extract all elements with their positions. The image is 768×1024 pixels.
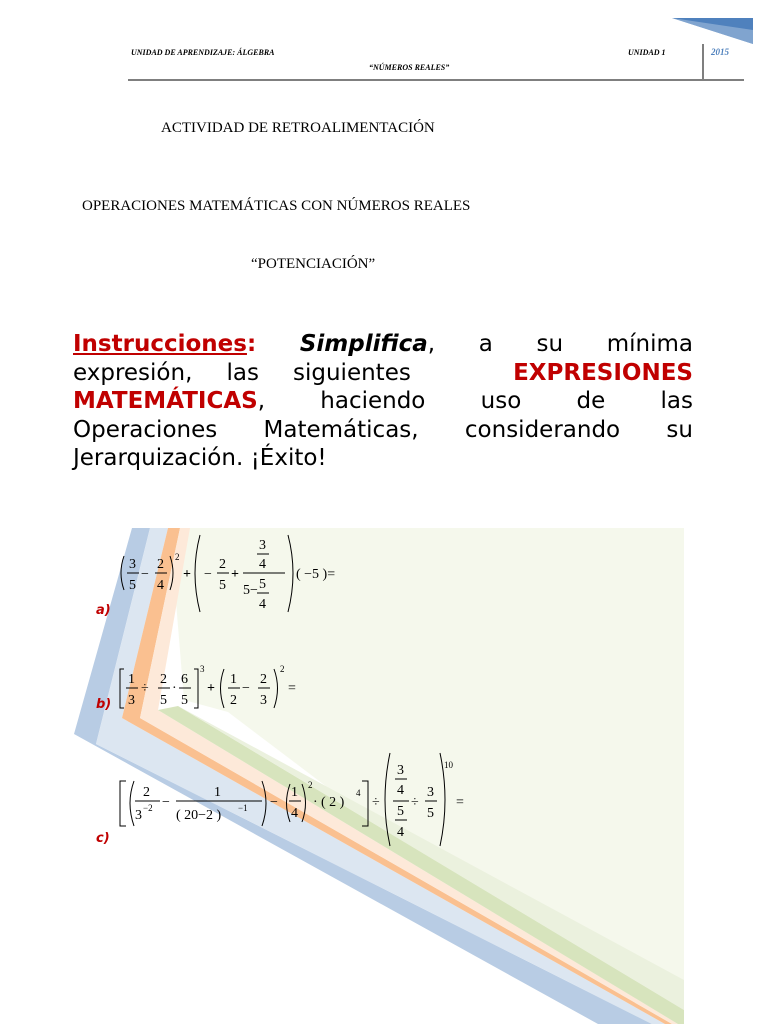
svg-text:=: = [456,795,464,810]
svg-text:3: 3 [129,557,136,572]
svg-text:4: 4 [397,825,404,840]
svg-text:1: 1 [214,785,221,800]
svg-text:÷: ÷ [372,795,380,810]
header-unit-name: UNIDAD DE APRENDIZAJE: ÁLGEBRA [131,48,275,57]
svg-text:−: − [270,795,278,810]
svg-text:4: 4 [356,788,361,798]
svg-text:2: 2 [157,557,164,572]
svg-text:5: 5 [129,578,136,593]
header-unit-number: UNIDAD 1 [628,48,666,57]
instructions-red-matematicas: MATEMÁTICAS [73,388,258,414]
svg-text:2: 2 [230,693,237,708]
svg-text:5: 5 [397,804,404,819]
svg-text:4: 4 [259,597,266,612]
svg-text:1: 1 [128,672,135,687]
svg-text:3: 3 [397,763,404,778]
exercise-label-a: a) [96,603,111,618]
svg-text:4: 4 [291,806,298,821]
instructions-line5: Jerarquización. ¡Éxito! [73,445,327,471]
svg-text:10: 10 [444,760,453,770]
svg-text:3: 3 [260,693,267,708]
svg-text:( 2 ): ( 2 ) [321,795,345,810]
svg-text:÷: ÷ [141,681,149,696]
svg-text:4: 4 [397,783,404,798]
svg-text:4: 4 [157,578,164,593]
svg-text:1: 1 [230,672,237,687]
svg-text:( −5 )=: ( −5 )= [296,567,336,582]
instructions-colon: : [246,331,257,357]
instructions-red-expresiones: EXPRESIONES [513,359,693,386]
operations-title: OPERACIONES MATEMÁTICAS CON NÚMEROS REALES [82,198,471,214]
svg-text:2: 2 [260,672,267,687]
svg-text:+: + [183,567,191,582]
svg-text:+: + [231,567,239,582]
instructions-line3: , haciendo uso de las [257,388,693,414]
svg-text:2: 2 [308,780,313,790]
svg-text:5: 5 [181,693,188,708]
svg-text:5: 5 [259,577,266,592]
svg-text:−1: −1 [238,803,248,813]
svg-text:3: 3 [427,785,434,800]
svg-text:=: = [288,681,296,696]
svg-text:5: 5 [160,693,167,708]
instructions-line2: expresión, las siguientes [73,359,411,386]
svg-text:−: − [162,795,170,810]
svg-text:2: 2 [175,552,180,562]
instructions-line1: , a su mínima [427,331,693,357]
svg-text:·: · [172,681,177,696]
svg-text:÷: ÷ [411,795,419,810]
svg-text:2: 2 [280,664,285,674]
svg-text:−: − [141,567,149,582]
svg-text:5: 5 [427,806,434,821]
svg-text:−2: −2 [143,803,153,813]
svg-text:1: 1 [291,785,298,800]
svg-text:5−: 5− [243,583,258,598]
svg-text:4: 4 [259,557,266,572]
header-year: 2015 [711,47,729,57]
svg-text:−: − [242,681,250,696]
instructions-heading: Instrucciones [73,331,247,357]
svg-text:( 20−2 ): ( 20−2 ) [176,808,222,823]
svg-text:3: 3 [200,664,205,674]
exercise-label-c: c) [96,831,110,846]
activity-title: ACTIVIDAD DE RETROALIMENTACIÓN [161,120,435,136]
exercise-label-b: b) [96,697,112,712]
instructions-verb: Simplifica [299,331,428,357]
header-topic: “NÚMEROS REALES” [369,63,450,72]
svg-text:2: 2 [219,557,226,572]
svg-text:+: + [207,681,215,696]
svg-text:2: 2 [143,785,150,800]
instructions-line4: Operaciones Matemáticas, considerando su [73,416,693,443]
svg-text:6: 6 [181,672,188,687]
svg-text:3: 3 [259,538,266,553]
topic-title: “POTENCIACIÓN” [251,256,376,272]
svg-text:3: 3 [135,808,142,823]
svg-text:·: · [313,795,318,810]
svg-text:2: 2 [160,672,167,687]
svg-text:−: − [204,567,212,582]
svg-text:3: 3 [128,693,135,708]
svg-text:5: 5 [219,578,226,593]
